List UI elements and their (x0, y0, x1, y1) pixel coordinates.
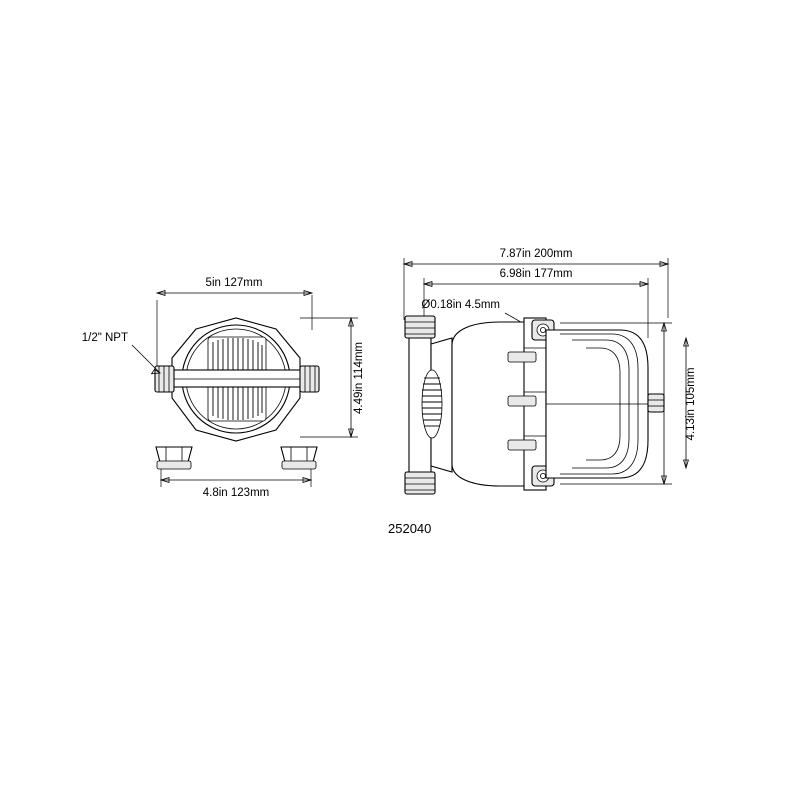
port-crossbar (172, 370, 302, 387)
dim-front-right-label: 4.49in 114mm (353, 341, 365, 415)
dim-side-top-outer-label: 7.87in 200mm (499, 248, 573, 260)
dim-front-top-label: 5in 127mm (205, 277, 263, 289)
mounting-foot-right (281, 447, 317, 469)
left-port-fitting (155, 366, 174, 392)
part-number-label: 252040 (388, 521, 432, 536)
head-rib-detail (422, 370, 442, 438)
dim-side-top-inner-label: 6.98in 177mm (499, 268, 573, 280)
right-port-fitting (300, 366, 319, 392)
hole-diameter-label: Ø0.18in 4.5mm (421, 299, 500, 311)
rear-outlet-nipple (648, 394, 664, 412)
dim-side-right-outer-label: 4.13in 105mm (685, 367, 697, 441)
side-view (404, 248, 697, 494)
front-view (82, 277, 365, 499)
npt-callout-label: 1/2" NPT (81, 332, 128, 344)
motor-rear-shell (546, 330, 648, 478)
dim-front-top (157, 277, 312, 295)
npt-callout (82, 332, 160, 374)
dim-front-bottom-label: 4.8in 123mm (202, 487, 270, 499)
mounting-foot-left (156, 447, 192, 469)
